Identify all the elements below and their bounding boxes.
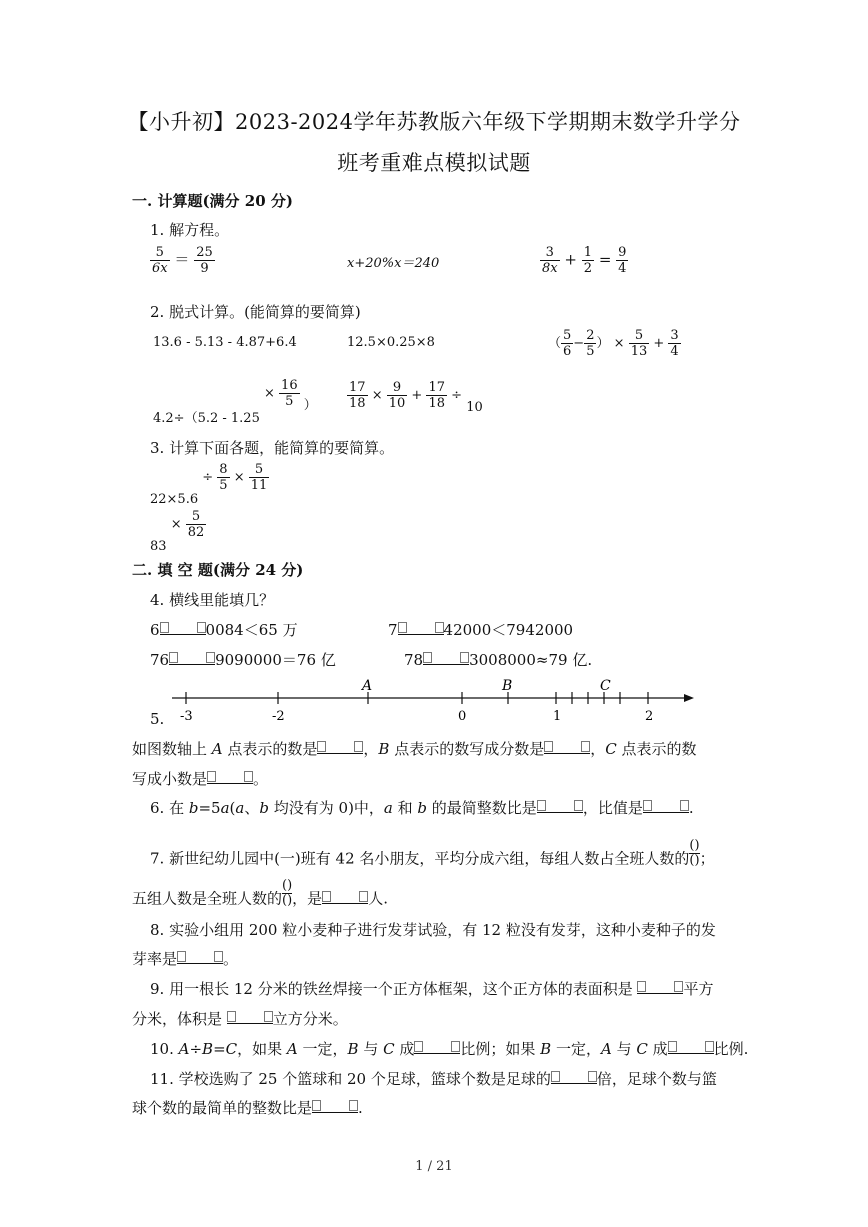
q1-eq3: $\frac{3}{8x}$ + $\frac{1}{2}$ = $\frac{9}{4}$ bbox=[542, 245, 627, 276]
q2-e2: 12.5×0.25×8 bbox=[347, 335, 435, 350]
q3-e2: 83 × $\frac{5}{82}$ bbox=[150, 509, 205, 554]
q6: 6. 在 b=5a(a、b 均没有为 0)中，a 和 b 的最简整数比是 ，比值是 . bbox=[150, 799, 694, 817]
q8-line2: 芽率是 。 bbox=[132, 950, 239, 968]
answer-blank[interactable] bbox=[169, 650, 215, 665]
answer-blank[interactable] bbox=[317, 739, 363, 754]
q4-b: 7 42000＜7942000 bbox=[388, 621, 574, 639]
number-line-figure bbox=[0, 670, 868, 730]
answer-blank[interactable] bbox=[668, 1039, 714, 1054]
q10: 10. A÷B=C，如果 A 一定，B 与 C 成 比例；如果 B 一定，A 与 C 成 比例. bbox=[150, 1040, 749, 1058]
q3-label: 3. 计算下面各题，能简算的要简算。 bbox=[150, 439, 395, 457]
answer-blank[interactable] bbox=[544, 739, 590, 754]
section2-heading: 二. 填 空 题(满分 24 分) bbox=[132, 561, 304, 579]
point-label-a: A bbox=[362, 678, 373, 694]
q5-line2: 写成小数是 。 bbox=[132, 770, 269, 788]
answer-blank[interactable] bbox=[537, 798, 583, 813]
q9-line2: 分米，体积是 立方分米。 bbox=[132, 1010, 348, 1028]
q11-line1: 11. 学校选购了 25 个篮球和 20 个足球，篮球个数是足球的 倍，足球个数与篮 bbox=[150, 1070, 717, 1088]
answer-blank[interactable] bbox=[398, 620, 444, 635]
q1-eq2: x+20%x＝240 bbox=[347, 256, 440, 271]
q2-e3: （ $\frac{5}{6}$ − $\frac{2}{5}$ ） × $\frac{5}{13}$ + $\frac{3}{4}$ bbox=[548, 328, 679, 359]
answer-blank[interactable] bbox=[160, 620, 206, 635]
axis-arrow bbox=[684, 694, 694, 702]
answer-blank[interactable] bbox=[414, 1039, 460, 1054]
q11-line2: 球个数的最简单的整数比是 . bbox=[132, 1099, 363, 1117]
q2-e4: 4.2÷（5.2 - 1.25 × $\frac{16}{5}$ ） bbox=[153, 378, 317, 426]
q4-c: 76 9090000＝76 亿 bbox=[150, 651, 336, 669]
tick-label-0: 0 bbox=[458, 709, 467, 724]
section1-heading: 一. 计算题(满分 20 分) bbox=[132, 192, 293, 210]
q2-e5: $\frac{17}{18}$ × $\frac{9}{10}$ + $\frac{17}{18}$ ÷ 10 bbox=[349, 380, 483, 415]
q1-label: 1. 解方程。 bbox=[150, 221, 230, 239]
q7-line1: 7. 新世纪幼儿园中(一)班有 42 名小朋友，平均分成六组，每组人数占全班人数的 $\frac{()}{()}$ ； bbox=[150, 838, 715, 868]
q4-label: 4. 横线里能填几？ bbox=[150, 591, 275, 609]
tick-label-neg2: -2 bbox=[272, 709, 285, 724]
tick-label-1: 1 bbox=[553, 709, 562, 724]
paren-fraction-blank[interactable]: $\frac{()}{()}$ bbox=[689, 838, 700, 868]
answer-blank[interactable] bbox=[551, 1069, 597, 1084]
q4-d: 78 3008000≈79 亿. bbox=[404, 651, 593, 669]
q1-eq1: $\frac{5}{6x}$ ＝ $\frac{25}{9}$ bbox=[152, 245, 213, 276]
q2-label: 2. 脱式计算。(能简算的要简算) bbox=[150, 303, 361, 321]
q4-a: 6 0084＜65 万 bbox=[150, 621, 298, 639]
point-label-c: C bbox=[600, 678, 611, 694]
q2-e1: 13.6 - 5.13 - 4.87+6.4 bbox=[153, 335, 297, 350]
q9-line1: 9. 用一根长 12 分米的铁丝焊接一个正方体框架，这个正方体的表面积是 平方 bbox=[150, 980, 714, 998]
answer-blank[interactable] bbox=[322, 889, 368, 904]
point-label-b: B bbox=[502, 678, 513, 694]
q5-line1: 如图数轴上 A 点表示的数是 ，B 点表示的数写成分数是 ，C 点表示的数 bbox=[132, 740, 697, 758]
answer-blank[interactable] bbox=[207, 769, 253, 784]
q3-e1: 22×5.6 ÷ $\frac{8}{5}$ × $\frac{5}{11}$ bbox=[150, 462, 268, 507]
answer-blank[interactable] bbox=[312, 1098, 358, 1113]
answer-blank[interactable] bbox=[643, 798, 689, 813]
q7-line2: 五组人数是全班人数的 $\frac{()}{()}$ ，是 人. bbox=[132, 878, 388, 908]
answer-blank[interactable] bbox=[227, 1009, 273, 1024]
answer-blank[interactable] bbox=[423, 650, 469, 665]
tick-label-2: 2 bbox=[645, 709, 654, 724]
page-number: 1 / 21 bbox=[415, 1159, 453, 1174]
tick-label-neg3: -3 bbox=[180, 709, 193, 724]
answer-blank[interactable] bbox=[637, 979, 683, 994]
q5-num: 5. bbox=[150, 710, 165, 728]
answer-blank[interactable] bbox=[177, 949, 223, 964]
page-title-line1: 【小升初】2023-2024学年苏教版六年级下学期期末数学升学分 bbox=[127, 110, 741, 134]
q8-line1: 8. 实验小组用 200 粒小麦种子进行发芽试验，有 12 粒没有发芽，这种小麦种子的发 bbox=[150, 921, 716, 939]
page-title-line2: 班考重难点模拟试题 bbox=[337, 151, 531, 175]
paren-fraction-blank[interactable]: $\frac{()}{()}$ bbox=[282, 878, 293, 908]
